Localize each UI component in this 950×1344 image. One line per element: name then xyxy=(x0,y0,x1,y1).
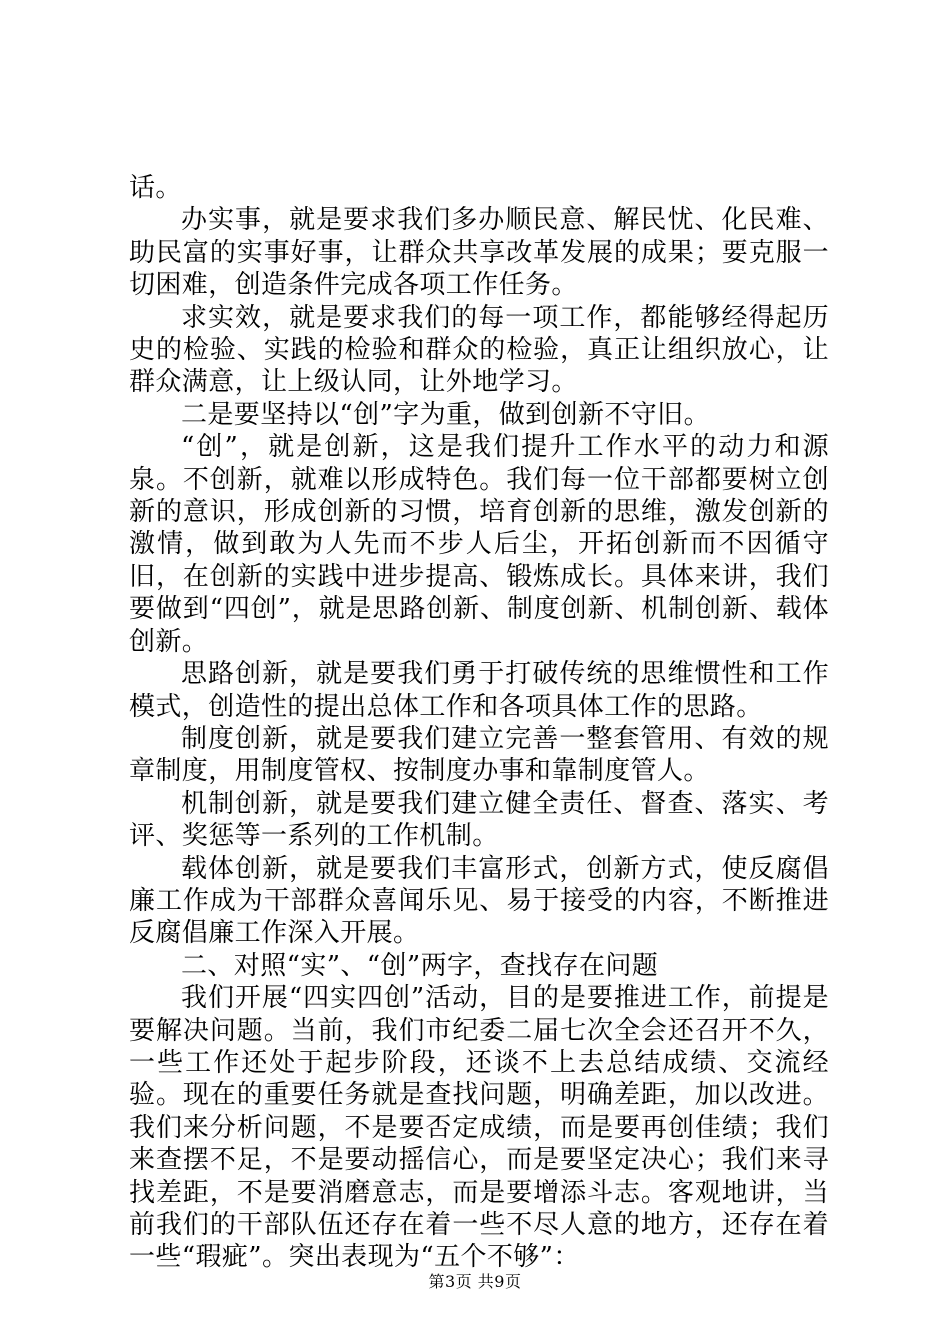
paragraph-0: 话。 xyxy=(129,173,182,203)
paragraph-2: 求实效，就是要求我们的每一项工作，都能够经得起历史的检验、实践的检验和群众的检验，真正让组织放心，让群众满意，让上级认同，让外地学习。 xyxy=(129,302,829,398)
paragraph-5: 思路创新，就是要我们勇于打破传统的思维惯性和工作模式，创造性的提出总体工作和各项具体工作的思路。 xyxy=(129,659,829,722)
paragraph-7: 机制创新，就是要我们建立健全责任、督查、落实、考评、奖惩等一系列的工作机制。 xyxy=(129,788,829,852)
paragraph-3: 二是要坚持以“创”字为重，做到创新不守旧。 xyxy=(181,399,710,430)
paragraph-10: 我们开展“四实四创”活动，目的是要推进工作，前提是要解决问题。当前，我们市纪委二届七次全会还召开不久，一些工作还处于起步阶段，还谈不上去总结成绩、交流经验。现在的重要任务就是查找问题，明确差距，加以改进。我们来分析问题，不是要否定成绩，而是要再创佳绩；我们来查摆不足，不是要动摇信心，而是要坚定决心；我们来寻找差距，不是要消磨意志，而是要增添斗志。客观地讲，当前我们的干部队伍还存在着一些不尽人意的地方，还存在着一些“瑕疵”。突出表现为“五个不够”： xyxy=(129,983,829,1273)
section-heading: 二、对照“实”、“创”两字，查找存在问题 xyxy=(181,950,659,981)
paragraph-8: 载体创新，就是要我们丰富形式，创新方式，使反腐倡廉工作成为干部群众喜闻乐见、易于接受的内容，不断推进反腐倡廉工作深入开展。 xyxy=(129,853,829,949)
paragraph-1: 办实事，就是要求我们多办顺民意、解民忧、化民难、助民富的实事好事，让群众共享改革发展的成果；要克服一切困难，创造条件完成各项工作任务。 xyxy=(129,205,829,301)
page-footer: 第3页 共9页 xyxy=(428,1272,522,1291)
paragraph-6: 制度创新，就是要我们建立完善一整套管用、有效的规章制度，用制度管权、按制度办事和靠制度管人。 xyxy=(129,723,829,787)
page-body xyxy=(129,172,829,1274)
paragraph-4: “创”，就是创新，这是我们提升工作水平的动力和源泉。不创新，就难以形成特色。我们每一位干部都要树立创新的意识，形成创新的习惯，培育创新的思维，激发创新的激情，做到敢为人先而不步人后尘，开拓创新而不因循守旧，在创新的实践中进步提高、锻炼成长。具体来讲，我们要做到“四创”，就是思路创新、制度创新、机制创新、载体创新。 xyxy=(129,432,829,657)
